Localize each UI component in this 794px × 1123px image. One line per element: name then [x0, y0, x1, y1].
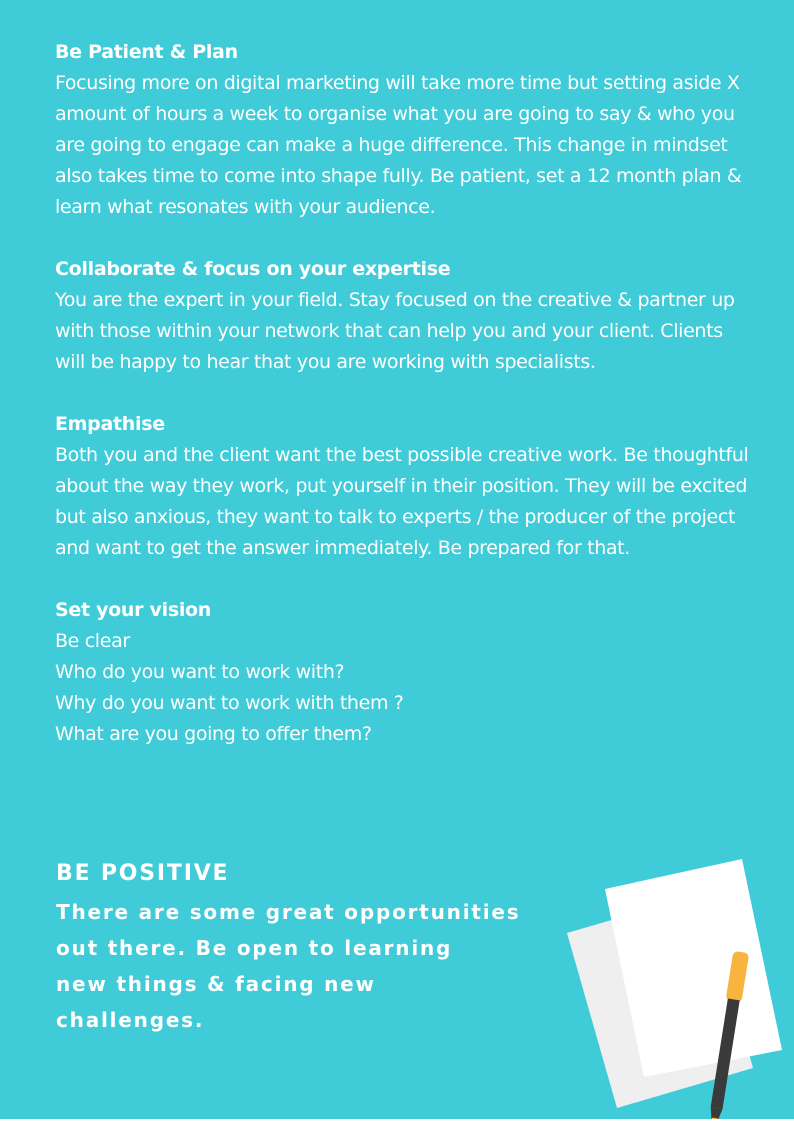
- bottom-border: [0, 1119, 794, 1123]
- vision-line: Why do you want to work with them ?: [55, 692, 404, 714]
- be-positive-line: out there. Be open to learning: [56, 936, 453, 960]
- vision-line: Who do you want to work with?: [55, 661, 345, 683]
- be-positive-title: BE POSITIVE: [56, 861, 230, 886]
- section-body: You are the expert in your field. Stay focused on the creative & partner up with those within your network that can help you and your client. Clients will be happy to hear that you are working with specialists.: [55, 289, 735, 373]
- be-positive-line: new things & facing new: [56, 972, 376, 996]
- section-set-your-vision: [55, 595, 755, 750]
- section-heading: Empathise: [55, 413, 165, 435]
- be-positive-line: challenges.: [56, 1008, 205, 1032]
- vision-line: What are you going to offer them?: [55, 723, 372, 745]
- section-heading: Be Patient & Plan: [55, 41, 238, 63]
- section-heading: Set your vision: [55, 599, 212, 621]
- vision-line: Be clear: [55, 630, 130, 652]
- be-positive-callout: [56, 858, 526, 1038]
- section-empathise: [55, 409, 755, 564]
- tips-content: [55, 37, 755, 781]
- section-be-patient: [55, 37, 755, 223]
- be-positive-line: There are some great opportunities: [56, 900, 521, 924]
- section-collaborate: [55, 254, 755, 378]
- section-body: Focusing more on digital marketing will take more time but setting aside X amount of hours a week to organise what you are going to say & who you are going to engage can make a huge difference. This change in mindset also takes time to come into shape fully. Be patient, set a 12 month plan & learn what resonates with your audience.: [55, 72, 742, 218]
- section-body: Both you and the client want the best possible creative work. Be thoughtful about the way they work, put yourself in their position. They will be excited but also anxious, they want to talk to experts / the producer of the project and want to get the answer immediately. Be prepared for that.: [55, 444, 749, 559]
- paper-and-pen-icon: [560, 855, 794, 1123]
- section-heading: Collaborate & focus on your expertise: [55, 258, 451, 280]
